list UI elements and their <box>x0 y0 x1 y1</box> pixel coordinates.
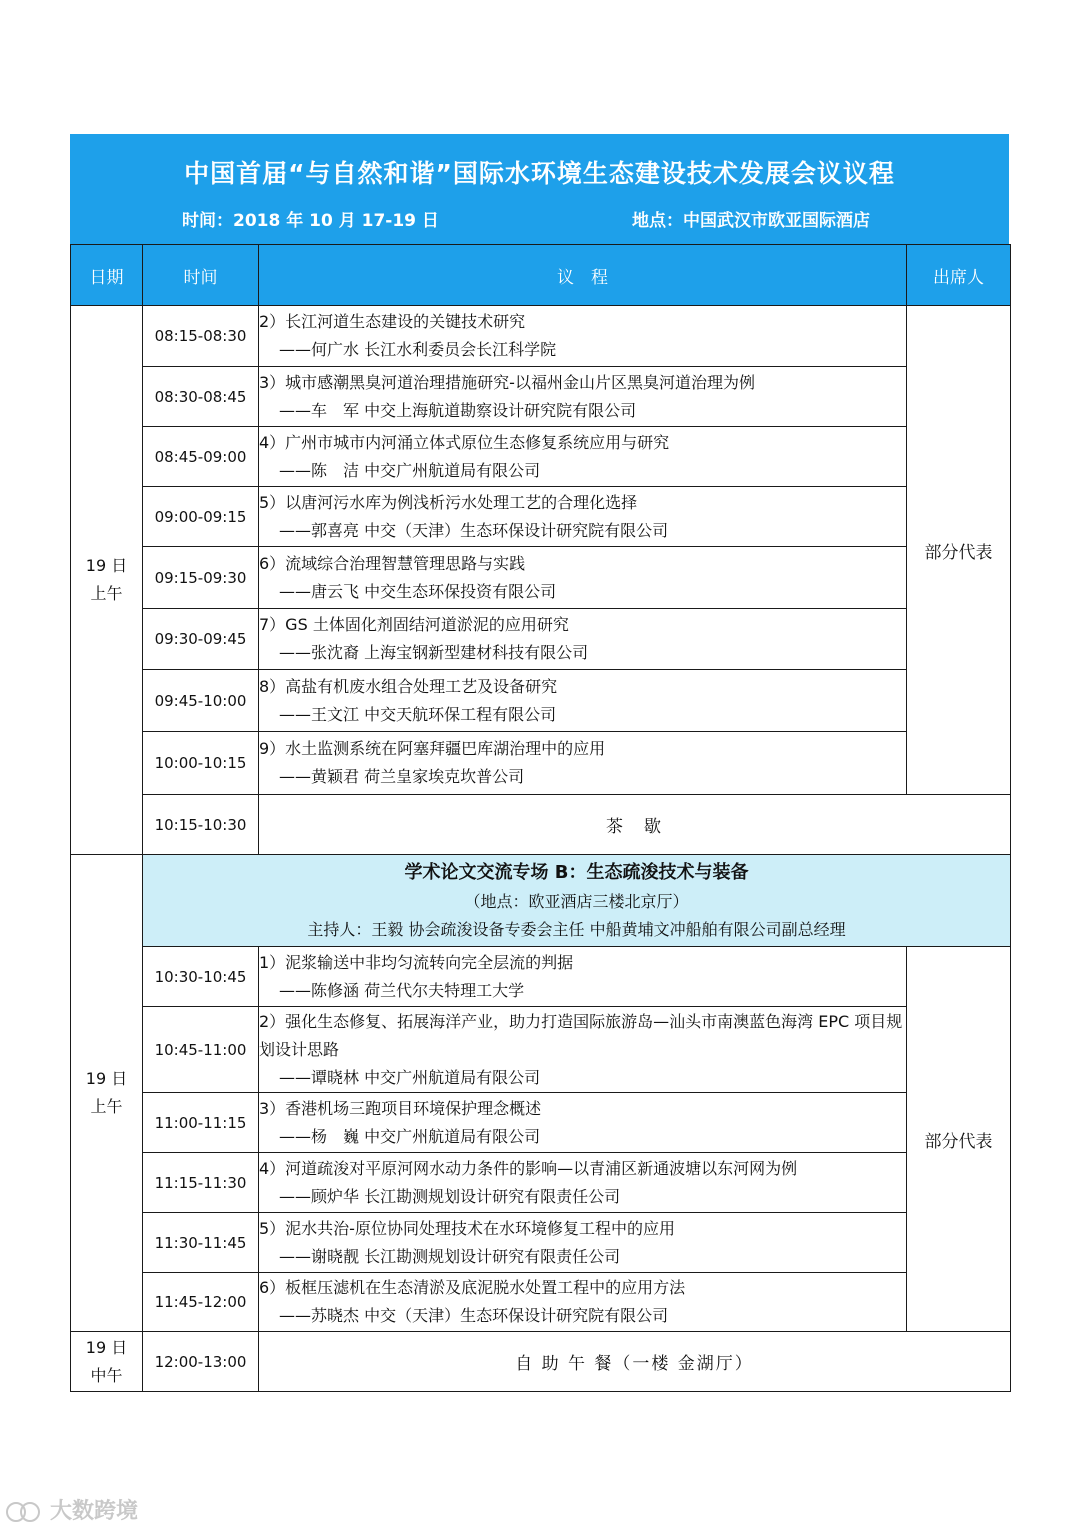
date-day: 19 日 <box>85 1069 128 1088</box>
table-header-row <box>71 245 1011 306</box>
talk-title: 9）水土监测系统在阿塞拜疆巴库湖治理中的应用 <box>259 739 606 758</box>
time-cell: 08:45-09:00 <box>143 427 259 487</box>
watermark <box>6 1494 138 1525</box>
talk-title: 7）GS 土体固化剂固结河道淤泥的应用研究 <box>259 615 569 634</box>
speaker: ——何广水 长江水利委员会长江科学院 <box>279 340 557 359</box>
column-header-attendee: 出席人 <box>907 245 1011 306</box>
agenda-item <box>259 487 907 547</box>
time-cell: 11:30-11:45 <box>143 1213 259 1273</box>
lunch-row <box>71 1332 1011 1392</box>
attendee-cell: 部分代表 <box>907 947 1011 1332</box>
column-header-date: 日期 <box>71 245 143 306</box>
talk-title: 2）强化生态修复、拓展海洋产业，助力打造国际旅游岛—汕头市南澳蓝色海湾 EPC 项目规划设计思路 <box>259 1011 903 1059</box>
attendee-cell: 部分代表 <box>907 306 1011 795</box>
table-row <box>71 947 1011 1007</box>
tea-break: 茶 歇 <box>259 795 1011 855</box>
header-banner <box>70 134 1009 244</box>
talk-title: 6）流域综合治理智慧管理思路与实践 <box>259 553 526 573</box>
agenda-item <box>259 1153 907 1213</box>
speaker: ——苏晓杰 中交（天津）生态环保设计研究院有限公司 <box>279 1306 669 1325</box>
table-row <box>71 427 1011 487</box>
time-cell: 08:30-08:45 <box>143 367 259 427</box>
talk-title: 2）长江河道生态建设的关键技术研究 <box>259 312 526 331</box>
speaker: ——陈 洁 中交广州航道局有限公司 <box>279 460 541 480</box>
time-cell: 10:30-10:45 <box>143 947 259 1007</box>
agenda-item <box>259 367 907 427</box>
agenda-item <box>259 609 907 670</box>
speaker: ——郭喜亮 中交（天津）生态环保设计研究院有限公司 <box>279 520 669 540</box>
column-header-time: 时间 <box>143 245 259 306</box>
speaker: ——杨 巍 中交广州航道局有限公司 <box>279 1126 541 1146</box>
time-cell: 09:15-09:30 <box>143 547 259 609</box>
table-row <box>71 1153 1011 1213</box>
page-title: 中国首届“与自然和谐”国际水环境生态建设技术发展会议议程 <box>184 159 895 188</box>
table-row <box>71 1007 1011 1093</box>
agenda-item <box>259 1273 907 1332</box>
time-cell: 08:15-08:30 <box>143 306 259 367</box>
event-time: 时间：2018 年 10 月 17-19 日 <box>182 211 439 231</box>
agenda-item <box>259 547 907 609</box>
table-row <box>71 1093 1011 1153</box>
time-cell: 10:45-11:00 <box>143 1007 259 1093</box>
session-host: 主持人：王毅 协会疏浚设备专委会主任 中船黄埔文冲船舶有限公司副总经理 <box>307 919 846 939</box>
talk-title: 1）泥浆输送中非均匀流转向完全层流的判据 <box>259 952 574 972</box>
agenda-table <box>70 244 1011 1392</box>
talk-title: 5）泥水共治-原位协同处理技术在水环境修复工程中的应用 <box>259 1218 675 1238</box>
date-cell <box>71 1332 143 1392</box>
speaker: ——张沈裔 上海宝钢新型建材科技有限公司 <box>279 643 589 662</box>
session-header-row <box>71 855 1011 947</box>
table-row <box>71 732 1011 795</box>
talk-title: 4）广州市城市内河涌立体式原位生态修复系统应用与研究 <box>259 432 670 452</box>
speaker: ——黄颖君 荷兰皇家埃克坎普公司 <box>279 767 525 786</box>
table-row <box>71 367 1011 427</box>
talk-title: 6）板框压滤机在生态清淤及底泥脱水处置工程中的应用方法 <box>259 1278 686 1297</box>
table-row <box>71 1273 1011 1332</box>
time-cell: 11:15-11:30 <box>143 1153 259 1213</box>
table-row <box>71 487 1011 547</box>
table-row <box>71 306 1011 367</box>
time-cell: 10:15-10:30 <box>143 795 259 855</box>
agenda-item <box>259 670 907 732</box>
time-cell: 09:00-09:15 <box>143 487 259 547</box>
agenda-item <box>259 947 907 1007</box>
speaker: ——陈修涵 荷兰代尔夫特理工大学 <box>279 980 525 1000</box>
table-row <box>71 1213 1011 1273</box>
time-cell: 09:45-10:00 <box>143 670 259 732</box>
talk-title: 4）河道疏浚对平原河网水动力条件的影响—以青浦区新通波塘以东河网为例 <box>259 1158 798 1178</box>
date-cell <box>71 855 143 1332</box>
date-period: 上午 <box>90 1097 123 1116</box>
lunch-label: 自 助 午 餐（一楼 金湖厅） <box>259 1332 1011 1392</box>
session-header <box>143 855 1011 947</box>
speaker: ——王文江 中交天航环保工程有限公司 <box>279 704 557 724</box>
speaker: ——车 军 中交上海航道勘察设计研究院有限公司 <box>279 400 637 420</box>
time-cell: 10:00-10:15 <box>143 732 259 795</box>
talk-title: 3）城市感潮黑臭河道治理措施研究-以福州金山片区黑臭河道治理为例 <box>259 372 755 392</box>
table-row <box>71 670 1011 732</box>
watermark-text: 大数跨境 <box>50 1499 139 1524</box>
agenda-item <box>259 306 907 367</box>
time-cell: 11:00-11:15 <box>143 1093 259 1153</box>
agenda-item <box>259 1213 907 1273</box>
event-location: 地点：中国武汉市欧亚国际酒店 <box>632 211 870 231</box>
talk-title: 8）高盐有机废水组合处理工艺及设备研究 <box>259 676 558 696</box>
speaker: ——顾炉华 长江勘测规划设计研究有限责任公司 <box>279 1186 621 1206</box>
agenda-item <box>259 427 907 487</box>
date-period: 中午 <box>90 1365 123 1385</box>
table-row <box>71 795 1011 855</box>
time-cell: 11:45-12:00 <box>143 1273 259 1332</box>
time-cell: 09:30-09:45 <box>143 609 259 670</box>
table-row <box>71 609 1011 670</box>
date-day: 19 日 <box>85 1337 128 1357</box>
table-row <box>71 547 1011 609</box>
date-period: 上午 <box>90 584 123 603</box>
speaker: ——谭晓林 中交广州航道局有限公司 <box>279 1067 541 1087</box>
time-cell: 12:00-13:00 <box>143 1332 259 1392</box>
agenda-item <box>259 1007 907 1093</box>
agenda-item <box>259 732 907 795</box>
date-day: 19 日 <box>85 556 128 575</box>
talk-title: 3）香港机场三跑项目环境保护理念概述 <box>259 1098 542 1118</box>
date-cell <box>71 306 143 855</box>
logo-icon <box>6 1499 44 1521</box>
speaker: ——唐云飞 中交生态环保投资有限公司 <box>279 581 557 601</box>
session-title: 学术论文交流专场 B：生态疏浚技术与装备 <box>404 861 749 883</box>
session-venue: （地点：欧亚酒店三楼北京厅） <box>464 891 689 911</box>
speaker: ——谢晓靓 长江勘测规划设计研究有限责任公司 <box>279 1246 621 1266</box>
agenda-item <box>259 1093 907 1153</box>
column-header-agenda: 议 程 <box>259 245 907 306</box>
talk-title: 5）以唐河污水库为例浅析污水处理工艺的合理化选择 <box>259 492 638 512</box>
